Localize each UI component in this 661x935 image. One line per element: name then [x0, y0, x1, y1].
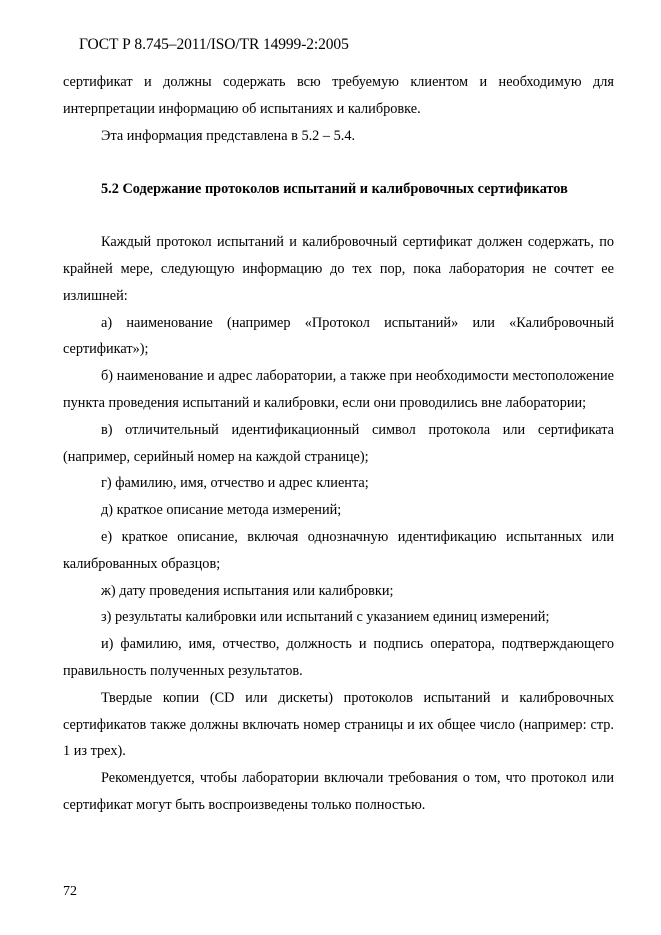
list-item-i: и) фамилию, имя, отчество, должность и подпись оператора, подтверждающего правильность полученных результатов.: [63, 636, 614, 679]
list-item-z: з) результаты калибровки или испытаний с указанием единиц измерений;: [101, 609, 550, 626]
list-item-e: е) краткое описание, включая однозначную идентификацию испытанных или калиброванных образцов;: [63, 528, 614, 572]
hard-copies-paragraph: Твердые копии (CD или дискеты) протоколов испытаний и калибровочных сертификатов также должны включать номер страницы и их общее число (например: стр. 1 из трех).: [63, 689, 614, 760]
page-header: ГОСТ Р 8.745–2011/ISO/TR 14999-2:2005: [79, 36, 349, 53]
intro-reference-paragraph: Эта информация представлена в 5.2 – 5.4.: [101, 127, 356, 144]
lead-paragraph: Каждый протокол испытаний и калибровочный сертификат должен содержать, по крайней мере, следующую информацию до тех пор, пока лаборатория не сочтет ее излишней:: [63, 234, 614, 304]
list-item-b: б) наименование и адрес лаборатории, а также при необходимости местоположение пункта проведения испытаний и калибровки, если они проводились вне лаборатории;: [63, 368, 614, 411]
intro-continuation-paragraph: сертификат и должны содержать всю требуемую клиентом и необходимую для интерпретации информацию об испытаниях и калибровке.: [63, 74, 614, 117]
list-item-zh: ж) дату проведения испытания или калибровки;: [101, 582, 394, 599]
list-item-d: д) краткое описание метода измерений;: [101, 502, 342, 519]
list-item-g: г) фамилию, имя, отчество и адрес клиента;: [101, 475, 369, 492]
list-item-v: в) отличительный идентификационный символ протокола или сертификата (например, серийный номер на каждой странице);: [63, 421, 614, 465]
page-number: 72: [63, 884, 77, 899]
section-heading: 5.2 Содержание протоколов испытаний и калибровочных сертификатов: [101, 181, 568, 198]
recommendation-paragraph: Рекомендуется, чтобы лаборатории включали требования о том, что протокол или сертификат могут быть воспроизведены только полностью.: [63, 770, 614, 813]
list-item-a: а) наименование (например «Протокол испытаний» или «Калибровочный сертификат»);: [63, 314, 614, 358]
page-body: [63, 69, 614, 819]
